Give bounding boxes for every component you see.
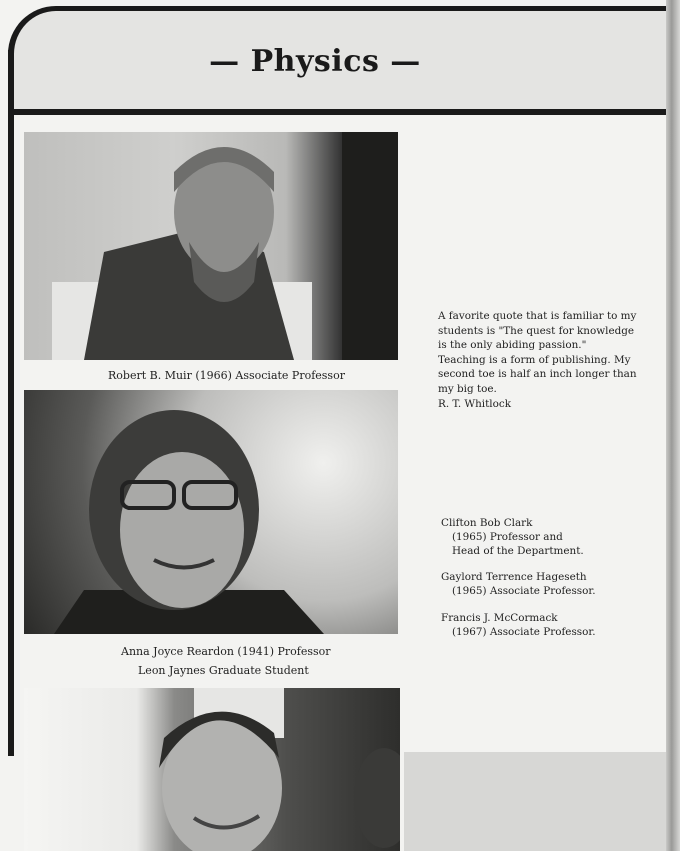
quote-attribution: R. T. Whitlock [438, 397, 512, 410]
faculty-detail: (1965) Professor and [452, 530, 563, 543]
portrait-silhouette [24, 132, 398, 360]
faculty-name: Francis J. McCormack [441, 611, 558, 624]
caption-leon-jaynes: Leon Jaynes Graduate Student [138, 664, 309, 677]
quote-line: Teaching is a form of publishing. My second toe is half an inch longer than my big toe. [438, 353, 637, 395]
quote-line: A favorite quote that is familiar to my students is "The quest for knowledge is the only abiding passion." [438, 310, 637, 352]
photo-leon-jaynes [24, 688, 400, 851]
faculty-name: Clifton Bob Clark [441, 517, 533, 529]
faculty-detail: (1967) Associate Professor. [452, 625, 596, 638]
left-border-rule [8, 50, 14, 756]
portrait-silhouette [24, 390, 398, 634]
photo-robert-muir [24, 132, 398, 360]
faculty-detail: Head of the Department. [452, 544, 584, 557]
caption-robert-muir: Robert B. Muir (1966) Associate Professor [108, 369, 345, 382]
caption-anna-reardon: Anna Joyce Reardon (1941) Professor [121, 645, 331, 658]
portrait-silhouette [24, 688, 400, 851]
faculty-name: Gaylord Terrence Hageseth [441, 571, 587, 584]
page-title: — Physics — [209, 44, 421, 79]
faculty-entry [441, 517, 641, 558]
faculty-list [441, 517, 641, 653]
binding-gutter [666, 0, 680, 851]
header-rule [8, 109, 680, 115]
photo-anna-reardon [24, 390, 398, 634]
faculty-entry [441, 571, 641, 599]
whitlock-quote [438, 309, 638, 411]
blank-panel [404, 752, 666, 851]
faculty-entry [441, 612, 641, 640]
faculty-detail: (1965) Associate Professor. [452, 585, 596, 598]
